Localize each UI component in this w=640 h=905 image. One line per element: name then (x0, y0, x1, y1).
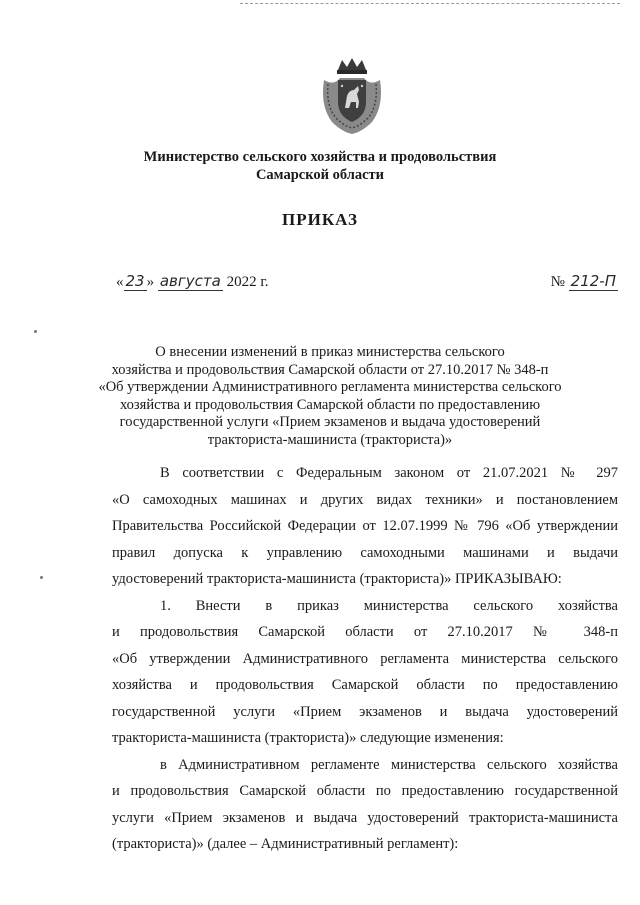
date-open-quote: « (116, 274, 124, 290)
ministry-name-line1: Министерство сельского хозяйства и продовольствия (143, 149, 497, 165)
item-1-line: государственной услуги «Прием экзаменов и выдача удостоверений (112, 703, 618, 720)
ministry-name (0, 148, 640, 184)
order-subject (90, 344, 570, 449)
preamble-line: Правительства Российской Федерации от 12.07.1999 № 796 «Об утверждении (112, 518, 618, 534)
order-number (551, 272, 618, 291)
item-1a-line: услуги «Прием экзаменов и выдача удостоверений тракториста-машиниста (112, 809, 618, 826)
order-date (116, 272, 269, 291)
order-number-value: 212-П (570, 272, 616, 290)
item-1a-line: в Административном регламенте министерства сельского хозяйства (160, 756, 618, 773)
ministry-name-line2: Самарской области (255, 167, 385, 183)
subject-line: «Об утверждении Административного регламента министерства сельского (98, 379, 562, 395)
subject-line: О внесении изменений в приказ министерства сельского (155, 344, 505, 360)
preamble-line: удостоверений тракториста-машиниста (тракториста)» ПРИКАЗЫВАЮ: (112, 571, 562, 587)
item-1-line: «Об утверждении Административного регламента министерства сельского (112, 650, 618, 667)
item-1-paragraph (112, 593, 618, 752)
item-1a-line: и продовольствия Самарской области по предоставлению государственной (112, 783, 618, 799)
preamble-line: В соответствии с Федеральным законом от 21.07.2021 № 297 (160, 465, 618, 481)
subject-line: хозяйства и продовольствия Самарской области от 27.10.2017 № 348-п (111, 361, 549, 378)
order-body (112, 460, 618, 858)
item-1-line: тракториста-машиниста (тракториста)» следующие изменения: (112, 730, 504, 746)
item-1-line: и продовольствия Самарской области от 27.10.2017 № 348-п (112, 624, 618, 640)
item-1a-line: (тракториста)» (далее – Административный регламент): (112, 836, 459, 852)
item-1-line: 1. Внести в приказ министерства сельского хозяйства (160, 597, 618, 614)
preamble-line: правил допуска к управлению самоходными машинами и выдачи (112, 544, 618, 561)
date-year: 2022 г. (226, 274, 269, 290)
date-month: августа (159, 272, 221, 290)
item-1a-paragraph (112, 752, 618, 858)
document-type-title: ПРИКАЗ (282, 210, 358, 229)
date-close-quote: » (146, 274, 155, 290)
subject-line: хозяйства и продовольствия Самарской области по предоставлению (119, 396, 541, 413)
samara-coat-of-arms-icon (318, 56, 386, 136)
scan-artifact-line (240, 3, 620, 4)
order-number-prefix: № (550, 274, 565, 290)
preamble-paragraph (112, 460, 618, 593)
scan-speck (40, 576, 43, 579)
subject-line: государственной услуги «Прием экзаменов и выдача удостоверений (119, 414, 541, 430)
date-day: 23 (125, 272, 145, 290)
subject-line: тракториста-машиниста (тракториста)» (207, 431, 453, 448)
preamble-line: «О самоходных машинах и других видах техники» и постановлением (112, 491, 618, 508)
item-1-line: хозяйства и продовольствия Самарской области по предоставлению (112, 677, 618, 693)
scan-speck (34, 330, 37, 333)
